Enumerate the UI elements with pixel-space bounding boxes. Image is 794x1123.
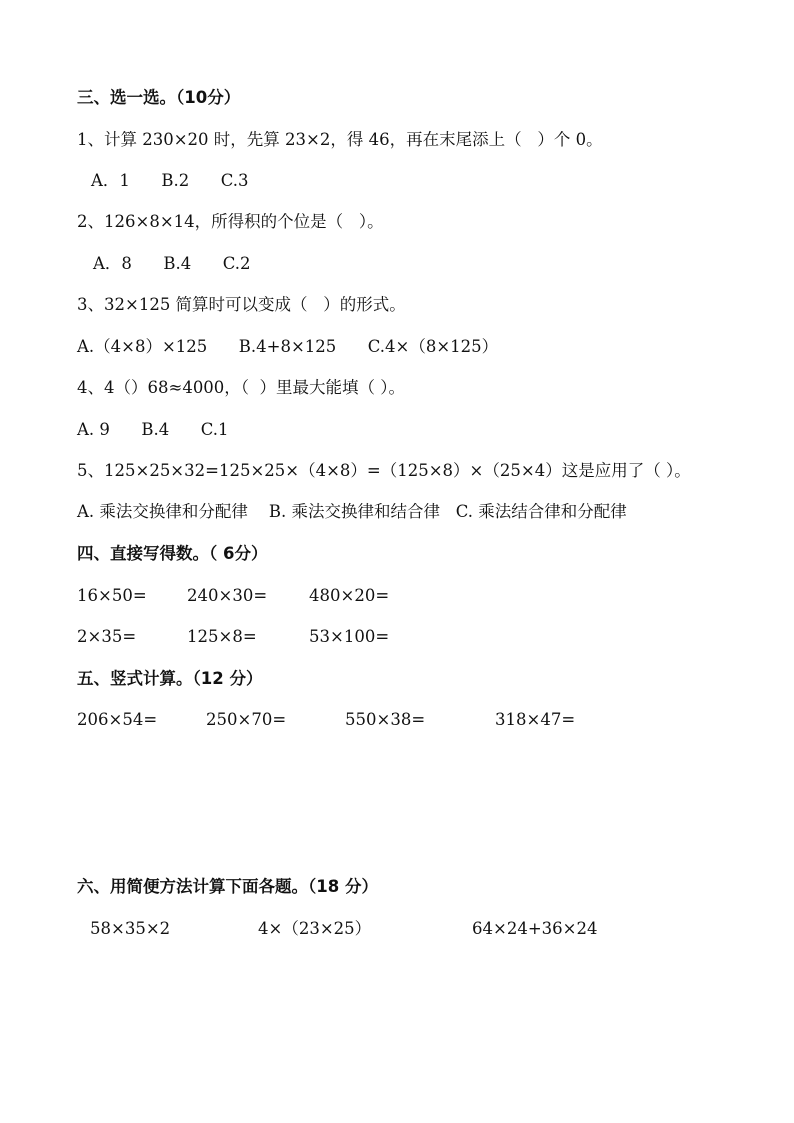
vertical-calc-item: 550×38= (345, 710, 426, 729)
mental-math-item: 16×50= (77, 586, 147, 605)
simplify-calc-item: 4×（23×25） (258, 919, 372, 938)
vertical-calc-item: 250×70= (206, 710, 287, 729)
mental-math-item: 2×35= (77, 627, 137, 646)
simplify-calc-item: 64×24+36×24 (472, 919, 598, 938)
question-1-options: A．1 B.2 C.3 (91, 171, 249, 190)
question-1: 1、计算 230×20 时，先算 23×2，得 46，再在末尾添上（ ）个 0。 (77, 130, 603, 149)
mental-math-item: 480×20= (309, 586, 390, 605)
section-3-heading: 三、选一选。（10分） (77, 88, 241, 107)
question-3-options: A.（4×8）×125 B.4+8×125 C.4×（8×125） (77, 337, 499, 356)
vertical-calc-item: 318×47= (495, 710, 576, 729)
section-6-heading: 六、用简便方法计算下面各题。（18 分） (77, 877, 378, 896)
question-5: 5、125×25×32=125×25×（4×8）=（125×8）×（25×4）这是应用了（ ）。 (77, 461, 691, 480)
mental-math-item: 125×8= (187, 627, 257, 646)
question-4-options: A. 9 B.4 C.1 (77, 420, 229, 439)
simplify-calc-item: 58×35×2 (90, 919, 171, 938)
question-2: 2、126×8×14，所得积的个位是（ ）。 (77, 212, 384, 231)
section-4-heading: 四、直接写得数。（ 6分） (77, 544, 268, 563)
section-5-heading: 五、竖式计算。（12 分） (77, 669, 263, 688)
mental-math-item: 53×100= (309, 627, 390, 646)
question-5-options: A. 乘法交换律和分配律 B. 乘法交换律和结合律 C. 乘法结合律和分配律 (77, 502, 627, 521)
vertical-calc-item: 206×54= (77, 710, 158, 729)
question-2-options: A．8 B.4 C.2 (93, 254, 251, 273)
mental-math-item: 240×30= (187, 586, 268, 605)
question-3: 3、32×125 简算时可以变成（ ）的形式。 (77, 295, 406, 314)
question-4: 4、4（）68≈4000，（ ）里最大能填（ ）。 (77, 378, 406, 397)
